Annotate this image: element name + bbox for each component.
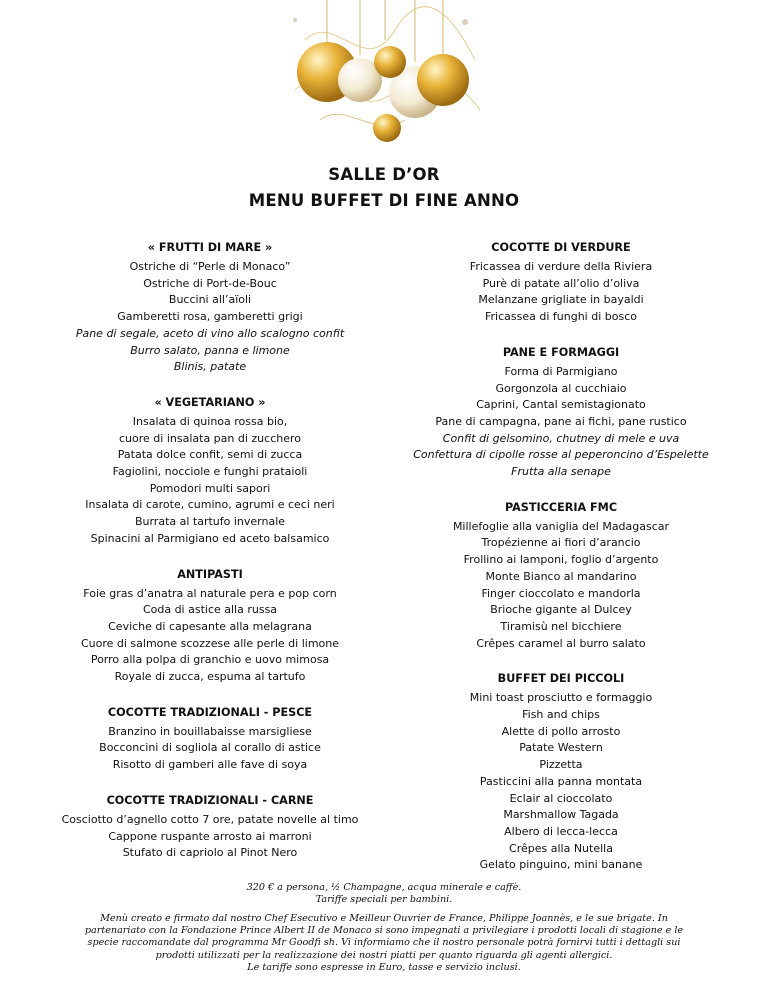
section-title: COCOTTE TRADIZIONALI - CARNE <box>106 793 314 807</box>
menu-item: Millefoglie alla vaniglia del Madagascar <box>452 519 670 533</box>
menu-item: Mini toast prosciutto e formaggio <box>469 691 653 705</box>
menu-section <box>40 705 380 774</box>
menu-item: Forma di Parmigiano <box>504 364 618 378</box>
menu-item: Confettura di cipolle rosse al peperoncino d’Espelette <box>413 448 709 462</box>
menu-item: Coda di astice alla russa <box>142 603 278 617</box>
menu-item: Cosciotto d’agnello cotto 7 ore, patate novelle al timo <box>61 812 359 826</box>
menu-item: Ostriche di “Perle di Monaco” <box>129 260 291 273</box>
menu-item: Spinacini al Parmigiano ed aceto balsamico <box>90 531 330 545</box>
christmas-ornaments-decoration <box>265 0 505 150</box>
menu-item: Foie gras d’anatra al naturale pera e pop corn <box>83 586 337 600</box>
menu-item: Albero di lecca-lecca <box>504 824 618 838</box>
menu-item: Tiramisù nel bicchiere <box>500 619 622 633</box>
menu-item: Pasticcini alla panna montata <box>479 774 643 788</box>
menu-item: Pomodori multi sapori <box>149 481 271 495</box>
menu-item: Brioche gigante al Dulcey <box>490 603 632 617</box>
section-title: « VEGETARIANO » <box>154 395 266 409</box>
menu-item: Frutta alla senape <box>511 465 611 479</box>
section-title: COCOTTE DI VERDURE <box>491 241 631 254</box>
menu-section <box>40 240 380 376</box>
section-title: BUFFET DEI PICCOLI <box>497 672 625 686</box>
menu-item: Patata dolce confit, semi di zucca <box>117 448 303 462</box>
menu-item: Branzino in bouillabaisse marsigliese <box>108 724 312 738</box>
menu-section <box>400 240 722 326</box>
menu-item: Ceviche di capesante alla melagrana <box>108 619 312 633</box>
menu-item: Finger cioccolato e mandorla <box>481 586 641 600</box>
menu-section <box>40 395 380 548</box>
section-title: PASTICCERIA FMC <box>504 500 618 514</box>
menu-item: Patate Western <box>519 741 603 755</box>
note-line: specie raccomandate dal programma Mr Goodfi sh. Vi informiamo che il nostro personale potrà fornirvi tutti i dettagli sui <box>87 937 681 949</box>
menu-item: Alette di pollo arrosto <box>501 724 621 738</box>
menu-item: Confit di gelsomino, chutney di mele e uva <box>442 431 680 445</box>
menu-item: Porro alla polpa di granchio e uovo mimosa <box>90 653 330 667</box>
menu-item: Pane di campagna, pane ai fichi, pane rustico <box>435 414 687 428</box>
menu-title: MENU BUFFET DI FINE ANNO <box>248 191 520 210</box>
price-line: 320 € a persona, ½ Champagne, acqua minerale e caffè. <box>246 882 522 893</box>
menu-item: Frollino ai lamponi, foglio d’argento <box>463 553 659 567</box>
menu-item: Royale di zucca, espuma al tartufo <box>114 670 306 684</box>
menu-item: Insalata di carote, cumino, agrumi e ceci neri <box>85 498 335 512</box>
menu-item: Stufato di capriolo al Pinot Nero <box>122 846 298 860</box>
menu-item: Marshmallow Tagada <box>503 808 619 822</box>
menu-item: Caprini, Cantal semistagionato <box>476 398 646 412</box>
menu-item: Gorgonzola al cucchiaio <box>495 381 627 395</box>
note-line: prodotti utilizzati per la realizzazione dei nostri piatti per quanto riguarda gli agenti allergici. <box>155 949 613 961</box>
left-menu-column <box>40 240 380 862</box>
right-menu-column <box>400 240 722 874</box>
menu-item: Purè di patate all’olio d’oliva <box>482 276 640 290</box>
note-line: Le tariffe sono espresse in Euro, tasse e servizio inclusi. <box>247 961 521 973</box>
menu-section <box>40 567 380 686</box>
menu-item: Fish and chips <box>522 708 600 722</box>
menu-item: Fricassea di verdure della Riviera <box>469 260 653 273</box>
menu-item: Crêpes caramel al burro salato <box>476 636 646 650</box>
menu-item: Monte Bianco al mandarino <box>485 569 637 583</box>
menu-item: Cuore di salmone scozzese alle perle di limone <box>80 636 340 650</box>
menu-item: Burrata al tartufo invernale <box>134 515 286 529</box>
note-line: Menù creato e firmato dal nostro Chef Esecutivo e Meilleur Ouvrier de France, Philippe Joannès, e le sue brigate. In <box>100 913 668 924</box>
menu-item: Fricassea di funghi di bosco <box>485 310 637 324</box>
menu-item: Gelato pinguino, mini banane <box>479 858 643 872</box>
menu-section <box>400 671 722 874</box>
menu-item: Ostriche di Port-de-Bouc <box>143 276 277 290</box>
menu-item: Pizzetta <box>539 758 583 772</box>
menu-item: Melanzane grigliate in bayaldi <box>478 293 644 307</box>
note-line: partenariato con la Fondazione Prince Albert II de Monaco si sono impegnati a privilegiare i prodotti locali di stagione e le <box>84 925 684 937</box>
section-title: PANE E FORMAGGI <box>502 345 620 359</box>
section-title: COCOTTE TRADIZIONALI - PESCE <box>107 705 313 719</box>
section-title: « FRUTTI DI MARE » <box>147 241 273 254</box>
menu-item: Pane di segale, aceto di vino allo scalogno confit <box>75 326 345 340</box>
menu-item: Tropézienne ai fiori d’arancio <box>481 536 641 550</box>
menu-section <box>40 793 380 862</box>
section-title: ANTIPASTI <box>177 567 243 581</box>
menu-item: Blinis, patate <box>173 360 247 374</box>
menu-item: Eclair al cioccolato <box>509 791 613 805</box>
menu-section <box>400 500 722 653</box>
menu-item: Bocconcini di sogliola al corallo di astice <box>99 741 321 755</box>
menu-item: Crêpes alla Nutella <box>509 841 613 855</box>
menu-section <box>400 345 722 481</box>
menu-item: Gamberetti rosa, gamberetti grigi <box>117 310 303 324</box>
menu-item: Buccini all’aïoli <box>168 293 252 307</box>
menu-item: Fagiolini, nocciole e funghi prataioli <box>112 465 308 479</box>
menu-item: cuore di insalata pan di zucchero <box>119 431 301 445</box>
menu-notes <box>30 913 738 974</box>
menu-item: Burro salato, panna e limone <box>130 343 290 357</box>
menu-item: Risotto di gamberi alle fave di soya <box>112 758 308 772</box>
menu-item: Cappone ruspante arrosto ai marroni <box>108 829 312 843</box>
price-info <box>30 882 738 906</box>
menu-item: Insalata di quinoa rossa bio, <box>132 414 288 428</box>
venue-title: SALLE D’OR <box>328 165 440 184</box>
children-rates-line: Tariffe speciali per bambini. <box>315 894 453 906</box>
